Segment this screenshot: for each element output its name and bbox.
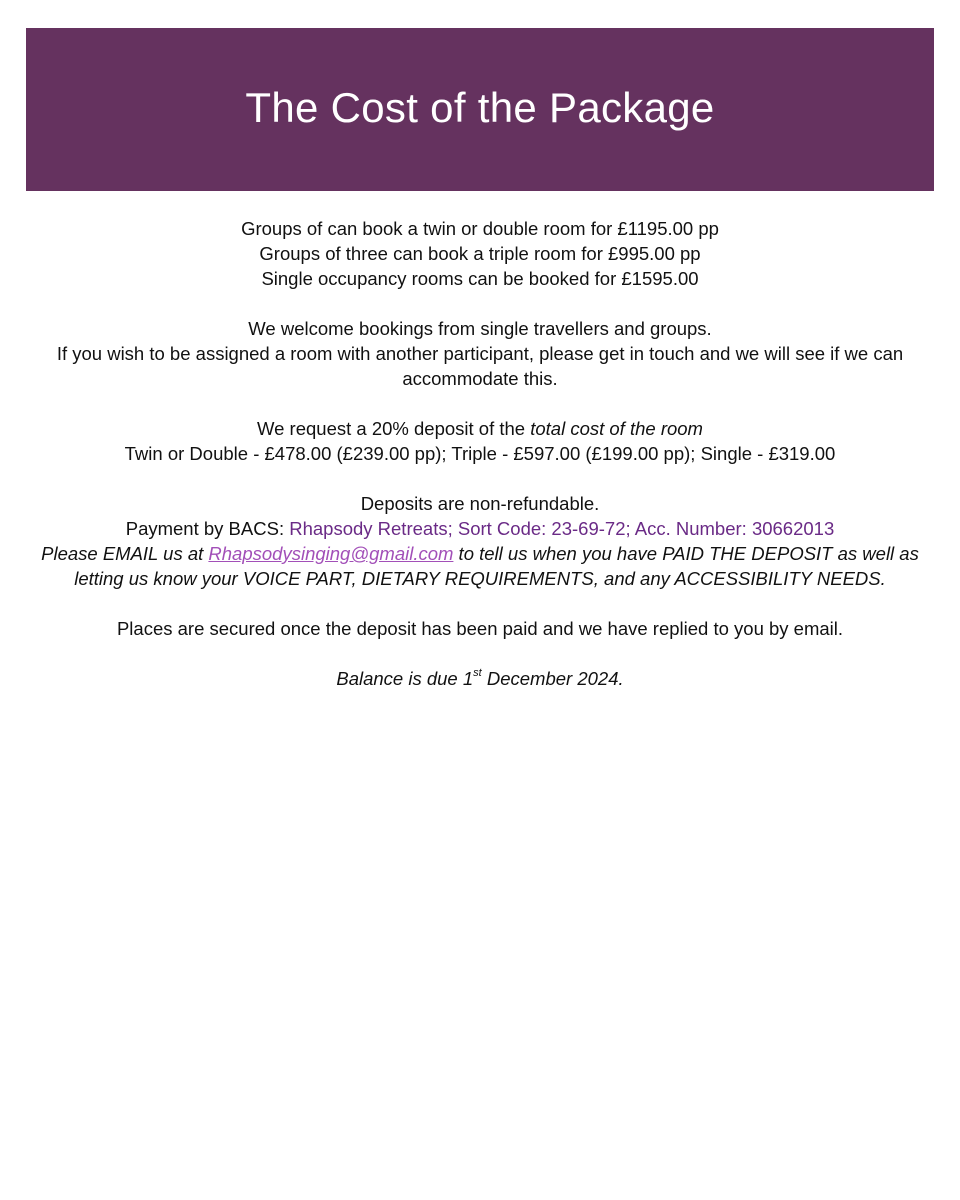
- places-secured-text: Places are secured once the deposit has been paid and we have replied to you by email.: [116, 618, 844, 639]
- bacs-prefix: Payment by BACS:: [125, 518, 290, 539]
- balance-prefix: Balance is due 1: [336, 668, 474, 689]
- twin-double-price: Groups of can book a twin or double room for £1195.00 pp: [241, 218, 719, 239]
- email-prefix: Please EMAIL us at: [41, 543, 209, 564]
- email-link[interactable]: Rhapsodysinging@gmail.com: [208, 543, 454, 564]
- pricing-section: [26, 216, 934, 291]
- triple-price: Groups of three can book a triple room for £995.00 pp: [259, 243, 701, 264]
- single-price: Single occupancy rooms can be booked for £1595.00: [261, 268, 699, 289]
- email-instructions: [26, 541, 934, 591]
- bookings-section: [26, 316, 934, 391]
- welcome-bookings-text: We welcome bookings from single travellers and groups.: [248, 318, 712, 339]
- deposit-amounts: Twin or Double - £478.00 (£239.00 pp); Triple - £597.00 (£199.00 pp); Single - £319.00: [124, 443, 836, 464]
- payment-section: [26, 491, 934, 591]
- places-section: [26, 616, 934, 641]
- non-refundable-notice: Deposits are non-refundable.: [360, 493, 600, 514]
- balance-section: [26, 666, 934, 691]
- deposit-section: [26, 416, 934, 466]
- page-title: The Cost of the Package: [245, 83, 715, 131]
- balance-ordinal: st: [473, 666, 482, 679]
- header-banner: [26, 28, 934, 191]
- balance-due-text: [26, 666, 934, 691]
- deposit-request-emphasis: total cost of the room: [530, 418, 703, 439]
- bacs-bank-details: Rhapsody Retreats; Sort Code: 23-69-72; Acc. Number: 30662013: [289, 518, 835, 539]
- room-sharing-text: If you wish to be assigned a room with another participant, please get in touch and we will see if we can accommodate this.: [56, 343, 904, 389]
- bacs-payment-line: [26, 516, 934, 541]
- email-suffix: to tell us when you have PAID THE DEPOSIT as well as letting us know your VOICE PART, DIETARY REQUIREMENTS, and any ACCESSIBILITY NEEDS.: [74, 543, 919, 589]
- balance-suffix: December 2024.: [481, 668, 624, 689]
- deposit-request: [26, 416, 934, 441]
- package-cost-details: [26, 216, 934, 716]
- deposit-request-prefix: We request a 20% deposit of the: [257, 418, 531, 439]
